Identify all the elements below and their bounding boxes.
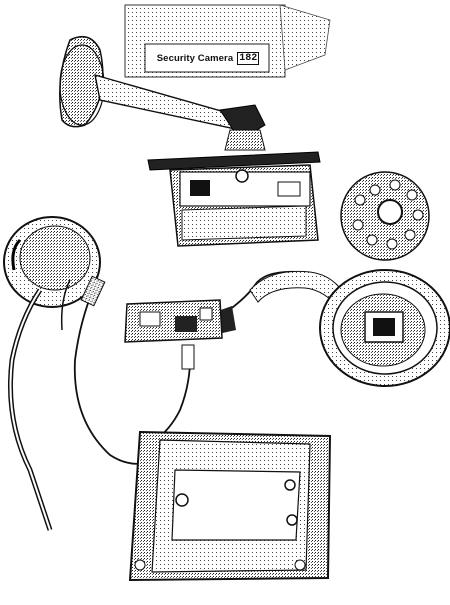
ir-led-board (341, 172, 429, 260)
box-label-text: Security Camera (156, 52, 234, 64)
circuit-board (125, 300, 222, 342)
box-label (150, 48, 266, 68)
sun-shield-ring (4, 217, 100, 530)
lower-housing (130, 432, 330, 580)
dome-base (320, 270, 450, 386)
upper-housing (148, 152, 320, 246)
box-model-mark: 182 (239, 52, 258, 64)
